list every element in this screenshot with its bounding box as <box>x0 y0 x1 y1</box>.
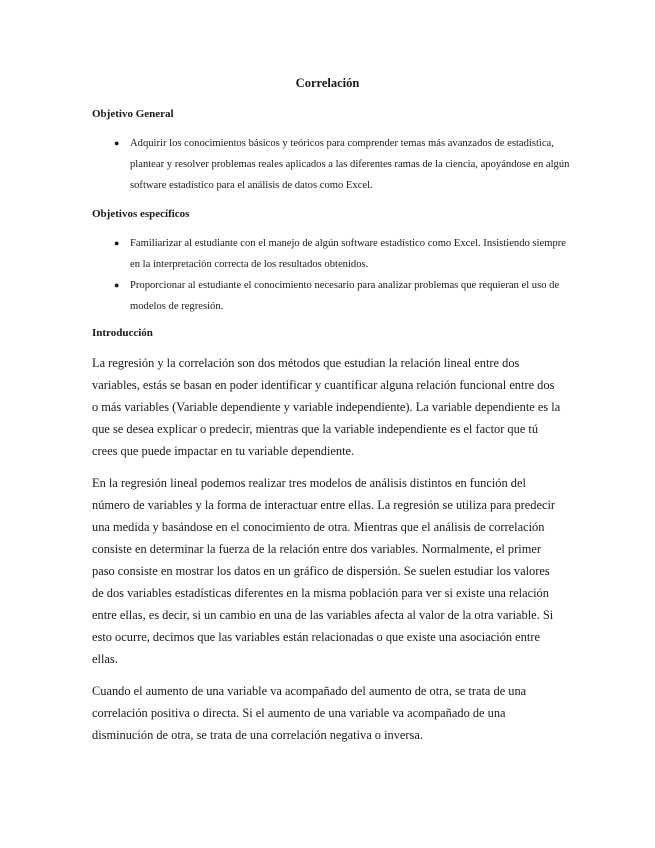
objetivo-general-list <box>92 133 572 196</box>
objetivo-general-heading: Objetivo General <box>92 108 174 120</box>
intro-paragraph-3: Cuando el aumento de una variable va acompañado del aumento de otra, se trata de una correlación positiva o directa. Si el aumento de una variable va acompañado de una disminución de otra, se trata de una correlación negativa o inversa. <box>92 684 527 742</box>
introduccion-heading: Introducción <box>92 327 153 339</box>
page-title: Correlación <box>295 76 360 90</box>
bullet-icon: ● <box>114 138 120 148</box>
intro-paragraph-1: La regresión y la correlación son dos métodos que estudian la relación lineal entre dos variables, estás se basan en poder identificar y cuantificar alguna relación funcional entre dos o más variables (Variable dependiente y variable independiente). La variable dependiente es la que se desea explicar o predecir, mientras que la variable independiente es el factor que tú crees que puede impactar en tu variable dependiente. <box>92 356 561 458</box>
list-item-text: Familiarizar al estudiante con el manejo de algún software estadístico como Excel. Insistiendo siempre en la interpretación correcta de los resultados obtenidos. <box>130 238 566 270</box>
list-item <box>92 233 572 275</box>
list-item <box>92 275 572 317</box>
objetivos-especificos-heading: Objetivos específicos <box>92 208 190 220</box>
list-item-text: Proporcionar al estudiante el conocimiento necesario para analizar problemas que requieran el uso de modelos de regresión. <box>130 280 560 312</box>
objetivos-especificos-list <box>92 233 572 317</box>
list-item-text: Adquirir los conocimientos básicos y teóricos para comprender temas más avanzados de estadística, plantear y resolver problemas reales aplicados a las diferentes ramas de la ciencia, apoyándose en algún software estadístico para el análisis de datos como Excel. <box>130 138 570 191</box>
bullet-icon: ● <box>114 280 120 290</box>
list-item <box>92 133 572 196</box>
bullet-icon: ● <box>114 238 120 248</box>
intro-paragraph-2: En la regresión lineal podemos realizar tres modelos de análisis distintos en función del número de variables y la forma de interactuar entre ellas. La regresión se utiliza para predecir una medida y basándose en el conocimiento de otra. Mientras que el análisis de correlación consiste en determinar la fuerza de la relación entre dos variables. Normalmente, el primer paso consiste en mostrar los datos en un gráfico de dispersión. Se suelen estudiar los valores de dos variables estadísticas diferentes en la misma población para ver si existe una relación entre ellas, es decir, si un cambio en una de las variables afecta al valor de la otra variable. Si esto ocurre, decimos que las variables están relacionadas o que existe una asociación entre ellas. <box>92 476 556 666</box>
